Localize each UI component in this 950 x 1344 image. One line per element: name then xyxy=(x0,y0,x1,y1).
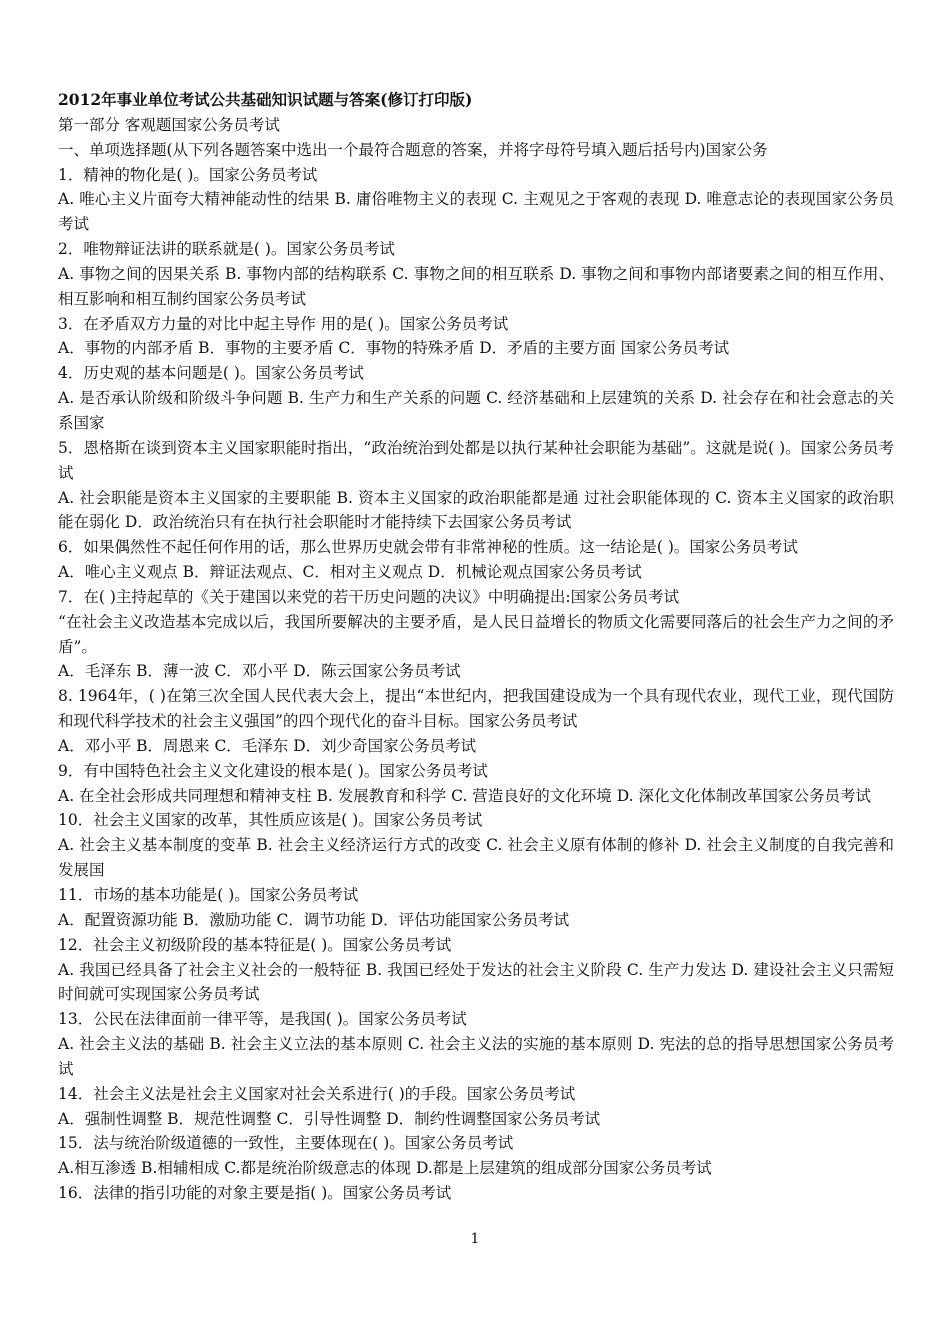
question-1: 1．精神的物化是( )。国家公务员考试 xyxy=(58,165,318,184)
page-number: 1 xyxy=(470,1231,480,1247)
question-4: 4．历史观的基本问题是( )。国家公务员考试 xyxy=(58,364,364,383)
question-7: 7．在( )主持起草的《关于建国以来党的若干历史问题的决议》中明确提出:国家公务员考试 xyxy=(58,587,680,606)
question-11: 11．市场的基本功能是( )。国家公务员考试 xyxy=(58,886,359,904)
question-7-options: A．毛泽东 B．薄一波 C．邓小平 D．陈云国家公务员考试 xyxy=(58,662,461,681)
question-2-options: A. 事物之间的因果关系 B. 事物内部的结构联系 C. 事物之间的相互联系 D. 事物之间和事物内部诸要素之间的相互作用、相互影响和相互制约国家公务员考试 xyxy=(58,264,894,308)
question-5-options: A. 社会职能是资本主义国家的主要职能 B. 资本主义国家的政治职能都是通 过社会职能体现的 C. 资本主义国家的政治职能在弱化 D．政治统治只有在执行社会职能时才能持续下去国家公务员考试 xyxy=(58,488,894,532)
question-14-options: A．强制性调整 B．规范性调整 C．引导性调整 D．制约性调整国家公务员考试 xyxy=(58,1109,601,1128)
question-3: 3．在矛盾双方力量的对比中起主导作 用的是( )。国家公务员考试 xyxy=(58,314,509,333)
question-7-quote: “在社会主义改造基本完成以后，我国所要解决的主要矛盾，是人民日益增长的物质文化需要同落后的社会生产力之间的矛盾”。 xyxy=(58,612,894,656)
question-15: 15．法与统治阶级道德的一致性，主要体现在( )。国家公务员考试 xyxy=(58,1134,514,1153)
question-10: 10．社会主义国家的改革，其性质应该是( )。国家公务员考试 xyxy=(58,811,483,830)
question-10-options: A. 社会主义基本制度的变革 B. 社会主义经济运行方式的改变 C. 社会主义原有体制的修补 D. 社会主义制度的自我完善和发展国 xyxy=(58,836,894,880)
question-11-options: A．配置资源功能 B．激励功能 C．调节功能 D．评估功能国家公务员考试 xyxy=(58,910,570,929)
question-2: 2．唯物辩证法讲的联系就是( )。国家公务员考试 xyxy=(58,240,395,259)
question-8: 8. 1964年，( )在第三次全国人民代表大会上，提出“本世纪内，把我国建设成为一个具有现代农业，现代工业，现代国防和现代科学技术的社会主义强国”的四个现代化的奋斗目标。国家公务员考试 xyxy=(58,687,894,731)
question-15-options: A.相互渗透 B.相辅相成 C.都是统治阶级意志的体现 D.都是上层建筑的组成部分国家公务员考试 xyxy=(58,1159,712,1178)
question-3-options: A．事物的内部矛盾 B．事物的主要矛盾 C．事物的特殊矛盾 D．矛盾的主要方面 国家公务员考试 xyxy=(58,339,730,358)
instruction-text: 一、单项选择题(从下列各题答案中选出一个最符合题意的答案，并将字母符号填入题后括号内)国家公务 xyxy=(58,140,768,159)
document-title: 2012年事业单位考试公共基础知识试题与答案(修订打印版) xyxy=(58,90,473,109)
document-body xyxy=(58,88,894,1206)
question-4-options: A. 是否承认阶级和阶级斗争问题 B. 生产力和生产关系的问题 C. 经济基础和上层建筑的关系 D. 社会存在和社会意志的关系国家 xyxy=(58,389,894,432)
question-1-options: A. 唯心主义片面夸大精神能动性的结果 B. 庸俗唯物主义的表现 C. 主观见之于客观的表现 D. 唯意志论的表现国家公务员考试 xyxy=(58,190,894,234)
question-13-options: A. 社会主义法的基础 B. 社会主义立法的基本原则 C. 社会主义法的实施的基本原则 D. 宪法的总的指导思想国家公务员考试 xyxy=(58,1035,894,1078)
question-12-options: A. 我国已经具备了社会主义社会的一般特征 B. 我国已经处于发达的社会主义阶段 C. 生产力发达 D. 建设社会主义只需短时间就可实现国家公务员考试 xyxy=(58,960,894,1004)
question-6-options: A．唯心主义观点 B．辩证法观点、C．相对主义观点 D．机械论观点国家公务员考试 xyxy=(58,563,642,582)
question-6: 6．如果偶然性不起任何作用的话，那么世界历史就会带有非常神秘的性质。这一结论是( )。国家公务员考试 xyxy=(58,538,798,557)
section-heading: 第一部分 客观题国家公务员考试 xyxy=(58,115,280,134)
question-16: 16．法律的指引功能的对象主要是指( )。国家公务员考试 xyxy=(58,1184,452,1203)
question-13: 13．公民在法律面前一律平等，是我国( )。国家公务员考试 xyxy=(58,1010,467,1029)
question-12: 12．社会主义初级阶段的基本特征是( )。国家公务员考试 xyxy=(58,935,452,954)
question-9: 9．有中国特色社会主义文化建设的根本是( )。国家公务员考试 xyxy=(58,761,488,780)
question-9-options: A. 在全社会形成共同理想和精神支柱 B. 发展教育和科学 C. 营造良好的文化环境 D. 深化文化体制改革国家公务员考试 xyxy=(58,786,871,805)
question-5: 5．恩格斯在谈到资本主义国家职能时指出，“政治统治到处都是以执行某种社会职能为基础”。这就是说( )。国家公务员考试 xyxy=(58,438,894,482)
question-14: 14．社会主义法是社会主义国家对社会关系进行( )的手段。国家公务员考试 xyxy=(58,1084,576,1103)
question-8-options: A．邓小平 B．周恩来 C．毛泽东 D．刘少奇国家公务员考试 xyxy=(58,736,477,755)
